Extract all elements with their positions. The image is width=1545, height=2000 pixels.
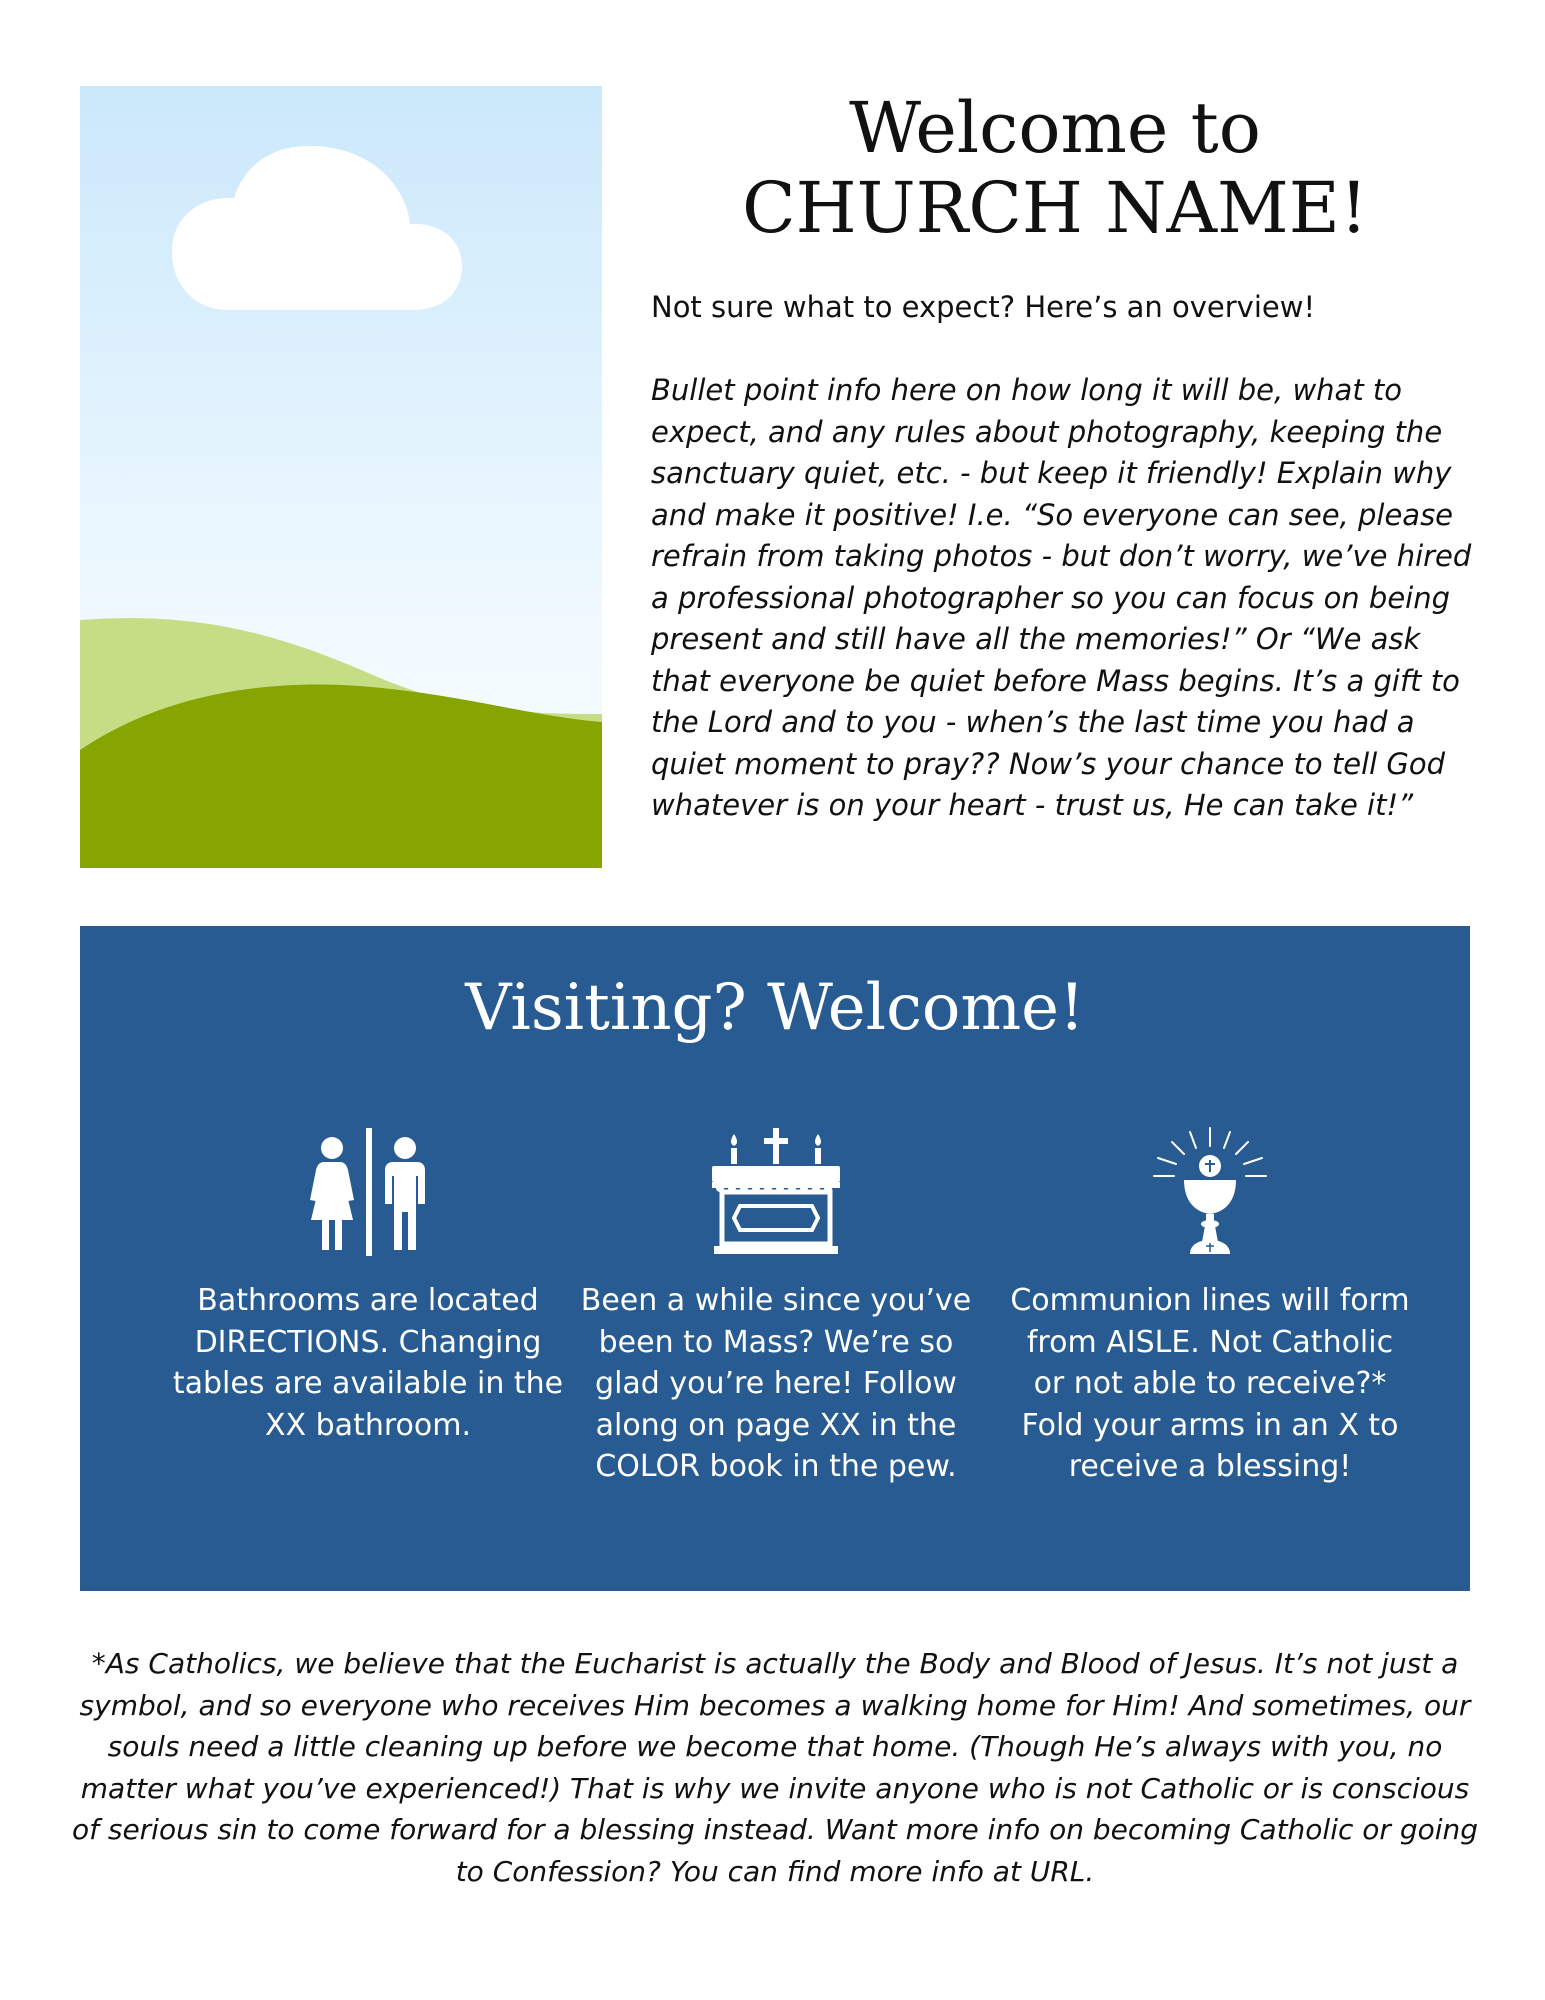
intro-body: Bullet point info here on how long it will be, what to expect, and any rules about photography, keeping the sanctuary quiet, etc. - but keep it friendly! Explain why and make it positive! I.e. “So everyone can see, please refrain from taking photos - but don’t worry, we’ve hired a professional photographer so you can focus on being present and still have all the memories!” Or “We ask that everyone be quiet before Mass begins. It’s a gift to the Lord and to you - when’s the last time you had a quiet moment to pray?? Now’s your chance to tell God whatever is on your heart - trust us, He can take it!”: [651, 373, 1472, 822]
mass-column: [576, 1126, 976, 1488]
title-line-1: Welcome to: [849, 87, 1261, 169]
communion-column: [1010, 1126, 1410, 1488]
bathrooms-text: Bathrooms are located DIRECTIONS. Changing tables are available in the XX bathroom.: [172, 1283, 564, 1443]
dark-hill: [80, 685, 602, 868]
communion-text: Communion lines will form from AISLE. Not Catholic or not able to receive?* Fold your arms in an X to receive a blessing!: [1010, 1283, 1410, 1484]
altar-icon: [710, 1126, 842, 1258]
mass-text: Been a while since you’ve been to Mass? We’re so glad you’re here! Follow along on page XX in the COLOR book in the pew.: [580, 1283, 972, 1484]
hero-illustration: [80, 86, 602, 868]
chalice-icon: [1144, 1126, 1276, 1258]
bathrooms-column: [168, 1126, 568, 1446]
restroom-icon: [298, 1126, 438, 1258]
page-title: [640, 88, 1470, 248]
visiting-section: [80, 926, 1470, 1591]
sky-cloud-hills-icon: [80, 86, 602, 868]
title-line-2: CHURCH NAME!: [742, 167, 1368, 249]
visiting-title: Visiting? Welcome!: [465, 971, 1085, 1045]
intro-lead: Not sure what to expect? Here’s an overview!: [651, 290, 1316, 324]
eucharist-footnote: *As Catholics, we believe that the Eucharist is actually the Body and Blood of Jesus. It’s not just a symbol, and so everyone who receives Him becomes a walking home for Him! And sometimes, our souls need a little cleaning up before we become that home. (Though He’s always with you, no matter what you’ve experienced!) That is why we invite anyone who is not Catholic or is conscious of serious sin to come forward for a blessing instead. Want more info on becoming Catholic or going to Confession? You can find more info at URL.: [71, 1647, 1479, 1888]
